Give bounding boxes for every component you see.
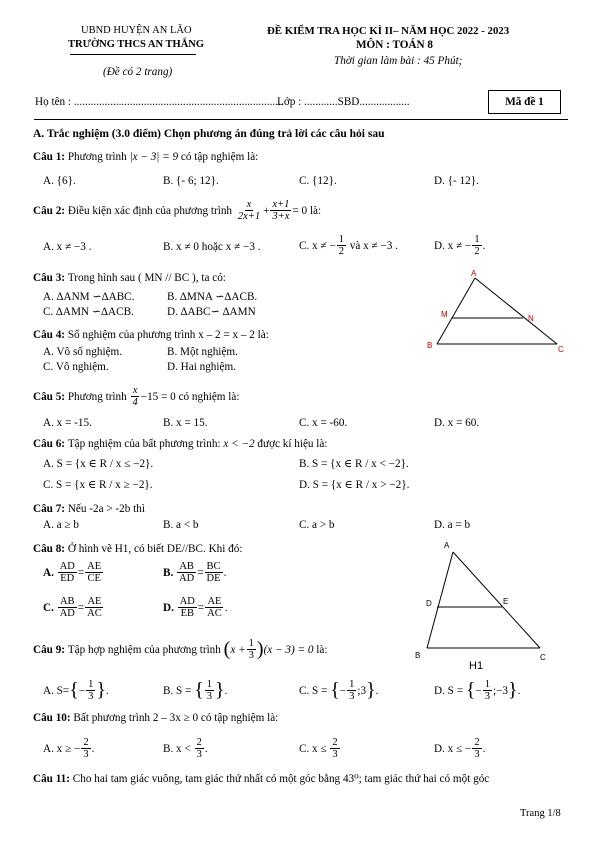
q4-option-d[interactable]: D. Hai nghiệm.	[167, 361, 236, 373]
figure-triangle-mn	[420, 266, 580, 356]
q10-text: Bất phương trình 2 – 3x ≥ 0 có tập nghiệm là:	[73, 712, 279, 724]
q4-option-b[interactable]: B. Một nghiệm.	[167, 346, 238, 358]
q2-eq-tail: = 0	[292, 204, 308, 217]
q3-option-d[interactable]: D. ∆ABC∽ ∆AMN	[167, 306, 256, 318]
question-9	[33, 638, 327, 661]
fig1-label-a: A	[471, 269, 477, 278]
q6-option-a[interactable]: A. S = {x ∈ R / x ≤ −2}.	[43, 458, 154, 470]
q3-label: Câu 3:	[33, 272, 66, 284]
q9-option-c[interactable]: C. S = { − $\frac{1}{3}$ ;3 } .	[299, 679, 379, 703]
q8-option-b[interactable]: B. $\frac{AB}{AD}$ = $\frac{BC}{DE}$ .	[163, 561, 227, 585]
q9-option-a[interactable]: A. S= { − $\frac{1}{3}$ } .	[43, 679, 109, 703]
q9-text-post: là:	[316, 643, 328, 656]
q10-option-c[interactable]: C. x ≤ $\frac{2}{3}$	[299, 737, 338, 761]
q1-option-c[interactable]: C. {12}.	[299, 175, 337, 187]
q1-option-b[interactable]: B. {- 6; 12}.	[163, 175, 219, 187]
question-8	[33, 543, 242, 555]
q2-option-d[interactable]: D. x ≠ − $\frac{1}{2}$ .	[434, 234, 486, 258]
q7-option-b[interactable]: B. a < b	[163, 519, 199, 531]
school-name: TRƯỜNG THCS AN THẮNG	[68, 39, 205, 50]
q7-option-a[interactable]: A. a ≥ b	[43, 519, 79, 531]
q8-label: Câu 8:	[33, 543, 66, 555]
fig2-label-c: C	[540, 653, 546, 662]
q2-text: Điều kiện xác định của phương trình	[67, 204, 233, 217]
q9-text: Tập hợp nghiệm của phương trình	[67, 643, 221, 656]
q10-option-b[interactable]: B. x < $\frac{2}{3}$ .	[163, 737, 208, 761]
q2-fraction-2: $\frac{x+1}{3+x}$	[272, 199, 290, 223]
q2-option-a[interactable]: A. x ≠ −3 .	[43, 241, 92, 253]
q5-label: Câu 5:	[33, 390, 66, 403]
q6-option-d[interactable]: D. S = {x ∈ R / x > −2}.	[299, 479, 410, 491]
q2-option-c[interactable]: C. x ≠ − $\frac{1}{2}$ và x ≠ −3 .	[299, 234, 398, 258]
q4-option-a[interactable]: A. Vô số nghiệm.	[43, 346, 123, 358]
q4-option-c[interactable]: C. Vô nghiệm.	[43, 361, 109, 373]
figure-h1	[410, 538, 560, 673]
question-6	[33, 438, 327, 450]
q3-text: Trong hình sau ( MN // BC ), ta có:	[67, 272, 226, 284]
q10-option-d[interactable]: D. x ≤ − $\frac{2}{3}$ .	[434, 737, 486, 761]
q6-option-c[interactable]: C. S = {x ∈ R / x ≥ −2}.	[43, 479, 153, 491]
q5-text: Phương trình	[67, 390, 127, 403]
q9-option-b[interactable]: B. S = { $\frac{1}{3}$ } .	[163, 679, 228, 703]
q8-text: Ở hình vẽ H1, có biết DE//BC. Khi đó:	[67, 543, 243, 555]
exam-code-box: Mã đề 1	[488, 90, 561, 114]
question-11	[33, 772, 489, 785]
q2-fraction-1: $\frac{x}{2x+1}$	[237, 199, 261, 223]
question-7	[33, 503, 145, 515]
q5-option-b[interactable]: B. x = 15.	[163, 417, 208, 429]
q11-text: Cho hai tam giác vuông, tam giác thứ nhất có một góc bằng 43⁰; tam giác thứ hai có một góc	[72, 773, 490, 785]
question-2: Câu 2: Điều kiện xác định của phương trình $\frac{x}{2x+1}$ + $\frac{x+1}{3+x}$ = 0 là:	[33, 199, 322, 223]
header-divider	[34, 119, 568, 120]
q6-option-b[interactable]: B. S = {x ∈ R / x < −2}.	[299, 458, 409, 470]
q8-option-c[interactable]: C. $\frac{AB}{AD}$ = $\frac{AE}{AC}$	[43, 596, 102, 620]
fig1-label-n: N	[528, 314, 534, 323]
department: UBND HUYỆN AN LÃO	[81, 25, 192, 36]
q1-option-a[interactable]: A. {6}.	[43, 175, 76, 187]
q5-option-d[interactable]: D. x = 60.	[434, 417, 480, 429]
q2-text-post: là:	[309, 204, 322, 217]
q6-inequality: x < −2	[223, 438, 255, 450]
q6-label: Câu 6:	[33, 438, 66, 450]
q6-text-post: được kí hiệu là:	[257, 438, 328, 450]
q1-label: Câu 1:	[33, 151, 66, 163]
header-underline	[70, 54, 196, 55]
q7-option-d[interactable]: D. a = b	[434, 519, 471, 531]
q9-label: Câu 9:	[33, 643, 66, 656]
q2-label: Câu 2:	[33, 204, 66, 217]
q1-option-d[interactable]: D. {- 12}.	[434, 175, 479, 187]
subject: MÔN : TOÁN 8	[356, 39, 433, 51]
fig2-label-a: A	[444, 541, 450, 550]
q7-option-c[interactable]: C. a > b	[299, 519, 335, 531]
exam-title: ĐỀ KIỂM TRA HỌC KÌ II– NĂM HỌC 2022 - 2023	[267, 25, 510, 37]
page-number: Trang 1/8	[520, 808, 561, 819]
q5-option-c[interactable]: C. x = -60.	[299, 417, 348, 429]
q1-text-post: có tập nghiệm là:	[180, 151, 259, 163]
question-10	[33, 712, 278, 724]
exam-time: Thời gian làm bài : 45 Phút;	[334, 55, 463, 67]
q10-option-a[interactable]: A. x ≥ − $\frac{2}{3}$ .	[43, 737, 95, 761]
q5-eq-tail: −15 = 0	[140, 390, 176, 403]
q3-option-b[interactable]: B. ∆MNA ∽∆ACB.	[167, 291, 258, 303]
question-1	[33, 151, 258, 163]
q5-option-a[interactable]: A. x = -15.	[43, 417, 92, 429]
pages-note: (Đề có 2 trang)	[103, 66, 173, 78]
q9-equation: ( x + $\frac{1}{3}$ ) (x − 3) = 0	[223, 638, 314, 662]
fig1-label-b: B	[427, 341, 433, 350]
q5-fraction: $\frac{x}{4}$	[132, 385, 138, 409]
section-a-title: A. Trắc nghiệm (3.0 điểm) Chọn phương án đúng trả lời các câu hỏi sau	[33, 128, 385, 140]
q4-label: Câu 4:	[33, 329, 66, 341]
question-4	[33, 329, 269, 341]
fig2-label-d: D	[426, 599, 432, 608]
fig2-label-e: E	[503, 597, 509, 606]
question-5	[33, 385, 239, 408]
name-field[interactable]: Họ tên : ...........................................................................	[35, 96, 284, 108]
fig1-label-m: M	[441, 310, 448, 319]
q6-text: Tập nghiệm của bất phương trình:	[67, 438, 221, 450]
q8-option-d[interactable]: D. $\frac{AD}{EB}$ = $\frac{AE}{AC}$ .	[163, 596, 228, 620]
q8-option-a[interactable]: A. $\frac{AD}{ED}$ = $\frac{AE}{CE}$	[43, 561, 102, 585]
q5-text-post: có nghiệm là:	[178, 390, 240, 403]
class-sbd-field[interactable]: Lớp : ............SBD..................	[277, 96, 410, 108]
question-3	[33, 272, 226, 284]
q3-option-a[interactable]: A. ∆ANM ∽∆ABC.	[43, 291, 135, 303]
q9-option-d[interactable]: D. S = { − $\frac{1}{3}$ ;−3 } .	[434, 679, 521, 703]
q2-option-b[interactable]: B. x ≠ 0 hoặc x ≠ −3 .	[163, 241, 261, 253]
fig1-label-c: C	[558, 345, 564, 354]
q3-option-c[interactable]: C. ∆AMN ∽∆ACB.	[43, 306, 134, 318]
fig2-label-b: B	[415, 651, 421, 660]
q1-equation: |x − 3| = 9	[129, 151, 179, 163]
fig2-caption: H1	[469, 660, 484, 672]
q7-label: Câu 7:	[33, 503, 66, 515]
q4-text: Số nghiệm của phương trình x – 2 = x – 2 là:	[67, 329, 269, 341]
q1-text: Phương trình	[67, 151, 127, 163]
q11-label: Câu 11:	[33, 772, 70, 785]
q7-text: Nếu -2a > -2b thì	[67, 503, 145, 515]
q10-label: Câu 10:	[33, 712, 71, 724]
